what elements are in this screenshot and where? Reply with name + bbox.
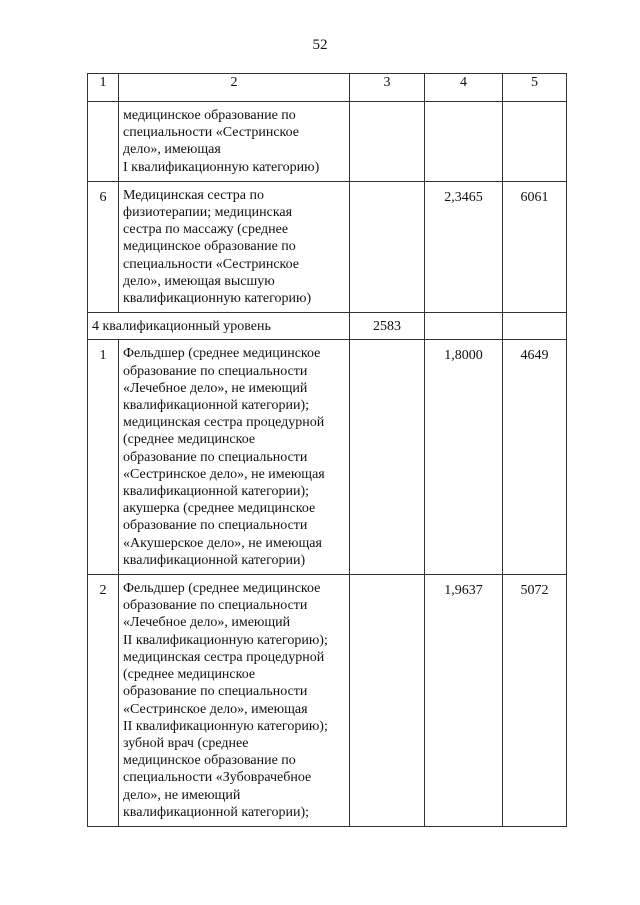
base-salary-cell: 2583 bbox=[350, 313, 425, 340]
description-line: Фельдшер (среднее медицинское bbox=[123, 346, 321, 362]
description-line: образование по специальности bbox=[123, 598, 308, 614]
description-line: квалификационной категории); bbox=[123, 398, 310, 414]
coefficient-cell: 1,8000 bbox=[425, 340, 503, 575]
salary-cell: 6061 bbox=[503, 181, 567, 312]
salary-cell: 5072 bbox=[503, 575, 567, 827]
table-header-row bbox=[88, 74, 567, 102]
column-number-1: 1 bbox=[88, 74, 119, 102]
row-number: 2 bbox=[88, 575, 119, 827]
description-line: медицинская сестра процедурной bbox=[123, 415, 325, 431]
base-salary-cell bbox=[350, 575, 425, 827]
description-line: образование по специальности bbox=[123, 449, 308, 465]
salary-cell bbox=[503, 102, 567, 182]
base-salary-cell bbox=[350, 340, 425, 575]
description-line: II квалификационную категорию); bbox=[123, 718, 328, 734]
description-line: акушерка (среднее медицинское bbox=[123, 501, 316, 517]
coefficient-cell bbox=[425, 313, 503, 340]
salary-table bbox=[87, 73, 567, 827]
description-line: специальности «Сестринское bbox=[123, 256, 300, 272]
column-number-4: 4 bbox=[425, 74, 503, 102]
column-number-3: 3 bbox=[350, 74, 425, 102]
description-line: дело», имеющая bbox=[123, 142, 221, 158]
page-number: 52 bbox=[312, 37, 328, 53]
description-line: сестра по массажу (среднее bbox=[123, 222, 289, 238]
salary-cell: 4649 bbox=[503, 340, 567, 575]
description-line: медицинское образование по bbox=[123, 239, 296, 255]
coefficient-cell bbox=[425, 102, 503, 182]
salary-cell bbox=[503, 313, 567, 340]
description-line: «Акушерское дело», не имеющая bbox=[123, 535, 322, 551]
qualification-level-row bbox=[88, 313, 567, 340]
description-line: квалификационной категории); bbox=[123, 484, 310, 500]
description-line: медицинское образование по bbox=[123, 108, 296, 123]
description-line: «Лечебное дело», имеющий bbox=[123, 615, 291, 631]
description-line: «Лечебное дело», не имеющий bbox=[123, 380, 308, 396]
description-line: квалификационную категорию) bbox=[123, 291, 312, 307]
table-row bbox=[88, 575, 567, 827]
column-number-5: 5 bbox=[503, 74, 567, 102]
table-row bbox=[88, 181, 567, 312]
row-number: 6 bbox=[88, 181, 119, 312]
description-line: зубной врач (среднее bbox=[123, 735, 249, 751]
coefficient-cell: 1,9637 bbox=[425, 575, 503, 827]
description-line: образование по специальности bbox=[123, 518, 308, 534]
position-description bbox=[119, 340, 350, 575]
row-number bbox=[88, 102, 119, 182]
description-line: (среднее медицинское bbox=[123, 432, 256, 448]
description-line: дело», не имеющий bbox=[123, 787, 241, 803]
table-row bbox=[88, 102, 567, 182]
description-line: Фельдшер (среднее медицинское bbox=[123, 581, 321, 597]
position-description bbox=[119, 102, 350, 182]
description-line: Медицинская сестра по bbox=[123, 187, 264, 203]
position-description bbox=[119, 181, 350, 312]
description-line: квалификационной категории) bbox=[123, 552, 306, 568]
table-row bbox=[88, 340, 567, 575]
description-line: образование по специальности bbox=[123, 684, 308, 700]
description-line: «Сестринское дело», не имеющая bbox=[123, 466, 325, 482]
description-line: медицинское образование по bbox=[123, 753, 296, 769]
base-salary-cell bbox=[350, 181, 425, 312]
description-line: специальности «Зубоврачебное bbox=[123, 770, 312, 786]
description-line: физиотерапии; медицинская bbox=[123, 205, 293, 221]
description-line: медицинская сестра процедурной bbox=[123, 649, 325, 665]
qualification-level-label: 4 квалификационный уровень bbox=[88, 313, 350, 340]
coefficient-cell: 2,3465 bbox=[425, 181, 503, 312]
description-line: специальности «Сестринское bbox=[123, 125, 300, 141]
description-line: «Сестринское дело», имеющая bbox=[123, 701, 308, 717]
description-line: дело», имеющая высшую bbox=[123, 273, 275, 289]
column-number-2: 2 bbox=[119, 74, 350, 102]
description-line: (среднее медицинское bbox=[123, 667, 256, 683]
base-salary-cell bbox=[350, 102, 425, 182]
description-line: II квалификационную категорию); bbox=[123, 632, 328, 648]
description-line: образование по специальности bbox=[123, 363, 308, 379]
position-description bbox=[119, 575, 350, 827]
row-number: 1 bbox=[88, 340, 119, 575]
description-line: I квалификационную категорию) bbox=[123, 159, 320, 175]
description-line: квалификационной категории); bbox=[123, 804, 310, 820]
